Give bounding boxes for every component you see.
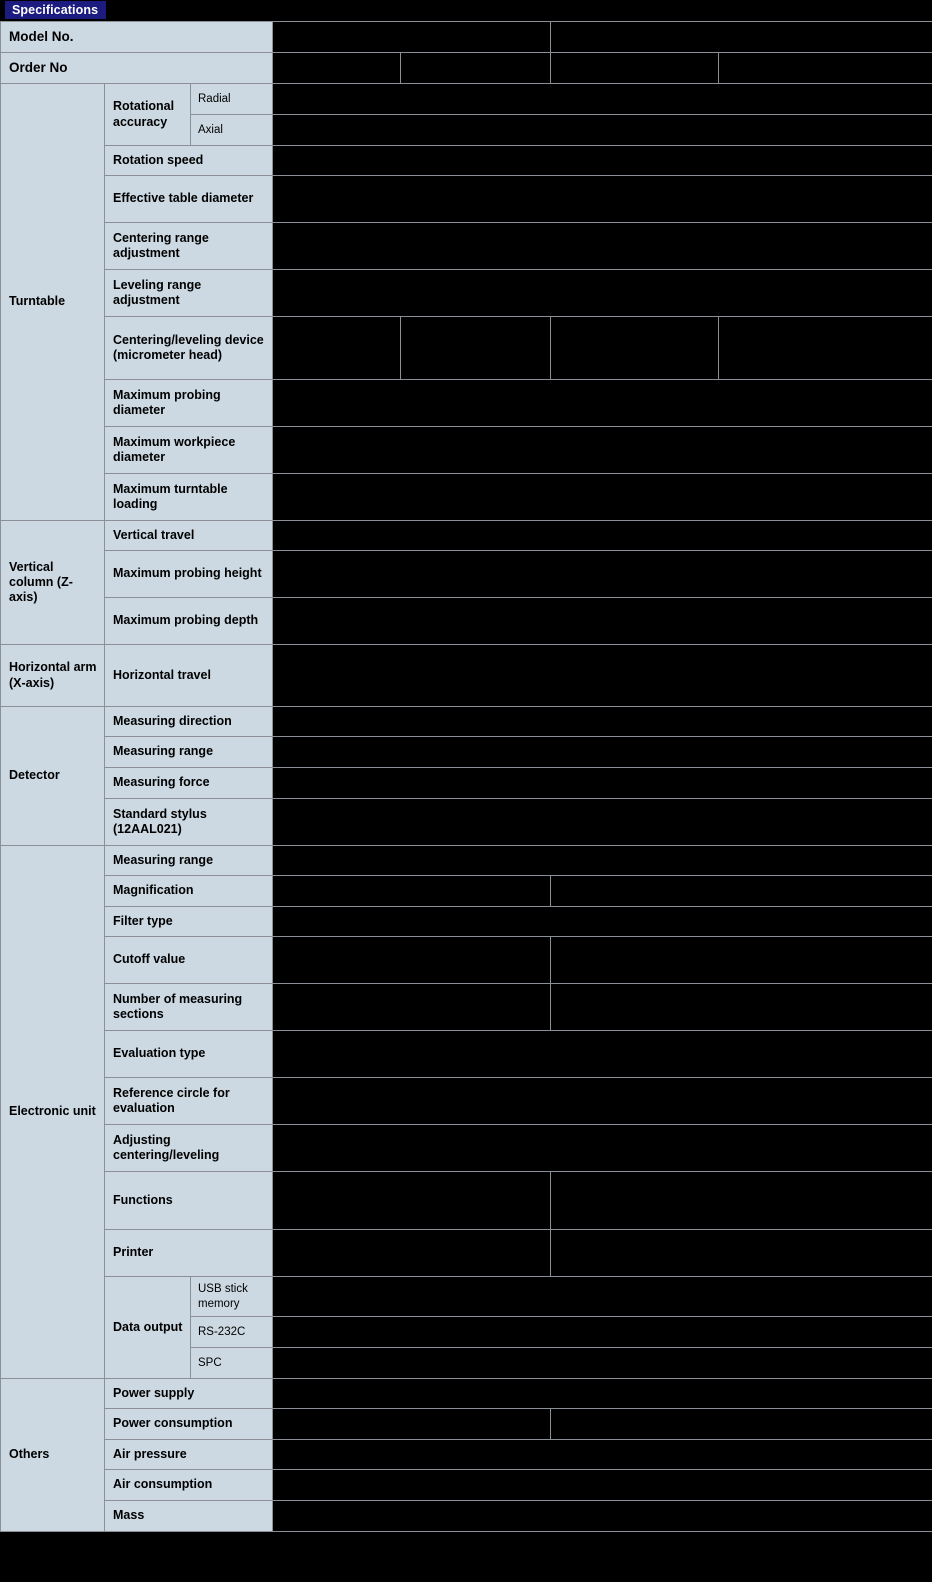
table-row: [1, 223, 932, 270]
value-cell: [273, 937, 551, 984]
value-cell: [273, 1379, 932, 1409]
item-label: Rotation speed: [105, 146, 273, 176]
value-cell: [719, 53, 932, 84]
value-text: [273, 31, 550, 43]
value-cell: [551, 53, 719, 84]
value-cell: [273, 907, 932, 937]
table-row: [1, 474, 932, 521]
value-text: [273, 885, 550, 897]
value-cell: [273, 115, 932, 146]
value-text: [273, 62, 400, 74]
value-cell: [551, 984, 932, 1031]
group-label: Turntable: [1, 84, 105, 521]
table-row: [1, 846, 932, 876]
value-cell: [273, 223, 932, 270]
value-cell: [273, 1348, 932, 1379]
table-row: [1, 937, 932, 984]
table-row: [1, 1078, 932, 1125]
table-row: [1, 53, 932, 84]
value-cell: [551, 876, 932, 907]
item-label: Power consumption: [105, 1409, 273, 1440]
value-cell: [273, 846, 932, 876]
item-label: Measuring force: [105, 768, 273, 799]
item-label: Maximum workpiece diameter: [105, 427, 273, 474]
value-cell: [273, 427, 932, 474]
sub-label: SPC: [191, 1348, 273, 1379]
table-row: [1, 317, 932, 380]
value-text: [273, 816, 932, 828]
value-text: [273, 397, 932, 409]
value-text: [273, 916, 932, 928]
table-row: [1, 1440, 932, 1470]
group-label: Horizontal arm (X-axis): [1, 645, 105, 707]
value-text: [273, 746, 932, 758]
item-label: Standard stylus (12AAL021): [105, 799, 273, 846]
value-cell: [273, 53, 401, 84]
value-text: [273, 1247, 550, 1259]
item-label: Measuring range: [105, 737, 273, 768]
item-label: Vertical travel: [105, 521, 273, 551]
value-text: [551, 1001, 932, 1013]
table-row: [1, 1230, 932, 1277]
table-row: [1, 380, 932, 427]
table-row: [1, 1501, 932, 1532]
value-cell: [273, 146, 932, 176]
value-text: [273, 240, 932, 252]
value-text: [273, 342, 400, 354]
item-label: Cutoff value: [105, 937, 273, 984]
value-text: [273, 777, 932, 789]
value-cell: [551, 317, 719, 380]
table-row: [1, 645, 932, 707]
value-text: [273, 1510, 932, 1522]
value-cell: [401, 53, 551, 84]
table-row: [1, 768, 932, 799]
table-row: [1, 1379, 932, 1409]
value-text: [551, 62, 718, 74]
group-label: Electronic unit: [1, 846, 105, 1379]
value-cell: [273, 1277, 932, 1317]
value-cell: [273, 1470, 932, 1501]
value-cell: [551, 1409, 932, 1440]
value-text: [273, 855, 932, 867]
value-cell: [273, 799, 932, 846]
item-label: Functions: [105, 1172, 273, 1230]
value-text: [551, 954, 932, 966]
table-row: [1, 427, 932, 474]
value-text: [551, 1418, 932, 1430]
value-cell: [273, 1409, 551, 1440]
value-cell: [273, 737, 932, 768]
value-cell: [273, 598, 932, 645]
value-cell: [401, 317, 551, 380]
item-label: Number of measuring sections: [105, 984, 273, 1031]
value-cell: [273, 521, 932, 551]
value-text: [273, 615, 932, 627]
value-cell: [273, 474, 932, 521]
value-text: [273, 1479, 932, 1491]
table-row: [1, 176, 932, 223]
item-label: Centering/leveling device (micrometer head): [105, 317, 273, 380]
sub-label: USB stick memory: [191, 1277, 273, 1317]
item-label: Leveling range adjustment: [105, 270, 273, 317]
value-cell: [273, 380, 932, 427]
value-text: [551, 342, 718, 354]
table-row: [1, 551, 932, 598]
value-cell: [273, 1230, 551, 1277]
value-text: [273, 193, 932, 205]
value-cell: [551, 1172, 932, 1230]
specifications-table: [0, 21, 932, 1532]
value-text: [273, 1418, 550, 1430]
table-row: [1, 521, 932, 551]
value-cell: [273, 22, 551, 53]
value-cell: [273, 707, 932, 737]
item-label: Air consumption: [105, 1470, 273, 1501]
value-text: [273, 1195, 550, 1207]
value-cell: [273, 270, 932, 317]
table-row: [1, 1031, 932, 1078]
value-text: [273, 287, 932, 299]
value-text: [273, 1095, 932, 1107]
table-row: [1, 737, 932, 768]
group-label: Others: [1, 1379, 105, 1532]
item-label: Centering range adjustment: [105, 223, 273, 270]
value-text: [273, 670, 932, 682]
table-row: [1, 1172, 932, 1230]
value-cell: [551, 937, 932, 984]
table-row: [1, 1409, 932, 1440]
sub-label: RS-232C: [191, 1317, 273, 1348]
value-text: [273, 1449, 932, 1461]
value-text: [273, 530, 932, 542]
table-row: [1, 146, 932, 176]
item-label: Adjusting centering/leveling: [105, 1125, 273, 1172]
value-text: [401, 62, 550, 74]
value-text: [273, 1291, 932, 1303]
item-label: Horizontal travel: [105, 645, 273, 707]
table-row: [1, 984, 932, 1031]
row-label: Model No.: [1, 22, 273, 53]
value-text: [551, 1195, 932, 1207]
value-cell: [273, 1172, 551, 1230]
value-text: [273, 444, 932, 456]
value-cell: [273, 176, 932, 223]
value-cell: [273, 1031, 932, 1078]
value-cell: [273, 1501, 932, 1532]
value-cell: [273, 1440, 932, 1470]
value-text: [273, 155, 932, 167]
value-text: [273, 954, 550, 966]
row-label: Order No: [1, 53, 273, 84]
value-text: [273, 1001, 550, 1013]
specifications-badge: Specifications: [5, 1, 106, 19]
value-text: [273, 568, 932, 580]
value-text: [273, 1326, 932, 1338]
value-text: [273, 491, 932, 503]
table-row: [1, 1125, 932, 1172]
value-text: [273, 1388, 932, 1400]
sub-label: Axial: [191, 115, 273, 146]
sub-label: Radial: [191, 84, 273, 115]
item-label: Effective table diameter: [105, 176, 273, 223]
value-cell: [273, 768, 932, 799]
value-cell: [273, 1078, 932, 1125]
value-text: [273, 1048, 932, 1060]
item-label: Magnification: [105, 876, 273, 907]
value-text: [273, 1142, 932, 1154]
value-cell: [273, 84, 932, 115]
item-label: Data output: [105, 1277, 191, 1379]
table-row: [1, 907, 932, 937]
item-label: Rotational accuracy: [105, 84, 191, 146]
value-text: [719, 342, 932, 354]
table-row: [1, 22, 932, 53]
item-label: Mass: [105, 1501, 273, 1532]
value-text: [273, 1357, 932, 1369]
value-cell: [551, 22, 932, 53]
table-row: [1, 799, 932, 846]
value-cell: [273, 1125, 932, 1172]
table-row: [1, 1470, 932, 1501]
value-text: [273, 124, 932, 136]
table-row: [1, 707, 932, 737]
item-label: Measuring direction: [105, 707, 273, 737]
value-cell: [273, 876, 551, 907]
value-text: [551, 885, 932, 897]
item-label: Measuring range: [105, 846, 273, 876]
item-label: Printer: [105, 1230, 273, 1277]
value-cell: [273, 1317, 932, 1348]
value-text: [719, 62, 932, 74]
value-cell: [273, 984, 551, 1031]
value-text: [551, 31, 932, 43]
table-row: [1, 270, 932, 317]
group-label: Detector: [1, 707, 105, 846]
table-row: [1, 1277, 932, 1317]
item-label: Evaluation type: [105, 1031, 273, 1078]
value-cell: [273, 317, 401, 380]
table-row: [1, 876, 932, 907]
item-label: Maximum probing diameter: [105, 380, 273, 427]
group-label: Vertical column (Z-axis): [1, 521, 105, 645]
item-label: Power supply: [105, 1379, 273, 1409]
item-label: Filter type: [105, 907, 273, 937]
item-label: Reference circle for evaluation: [105, 1078, 273, 1125]
value-text: [273, 716, 932, 728]
table-row: [1, 598, 932, 645]
table-row: [1, 84, 932, 115]
value-text: [551, 1247, 932, 1259]
value-cell: [551, 1230, 932, 1277]
value-cell: [273, 551, 932, 598]
item-label: Maximum probing height: [105, 551, 273, 598]
value-cell: [273, 645, 932, 707]
value-text: [273, 93, 932, 105]
item-label: Maximum turntable loading: [105, 474, 273, 521]
item-label: Maximum probing depth: [105, 598, 273, 645]
value-text: [401, 342, 550, 354]
value-cell: [719, 317, 932, 380]
item-label: Air pressure: [105, 1440, 273, 1470]
